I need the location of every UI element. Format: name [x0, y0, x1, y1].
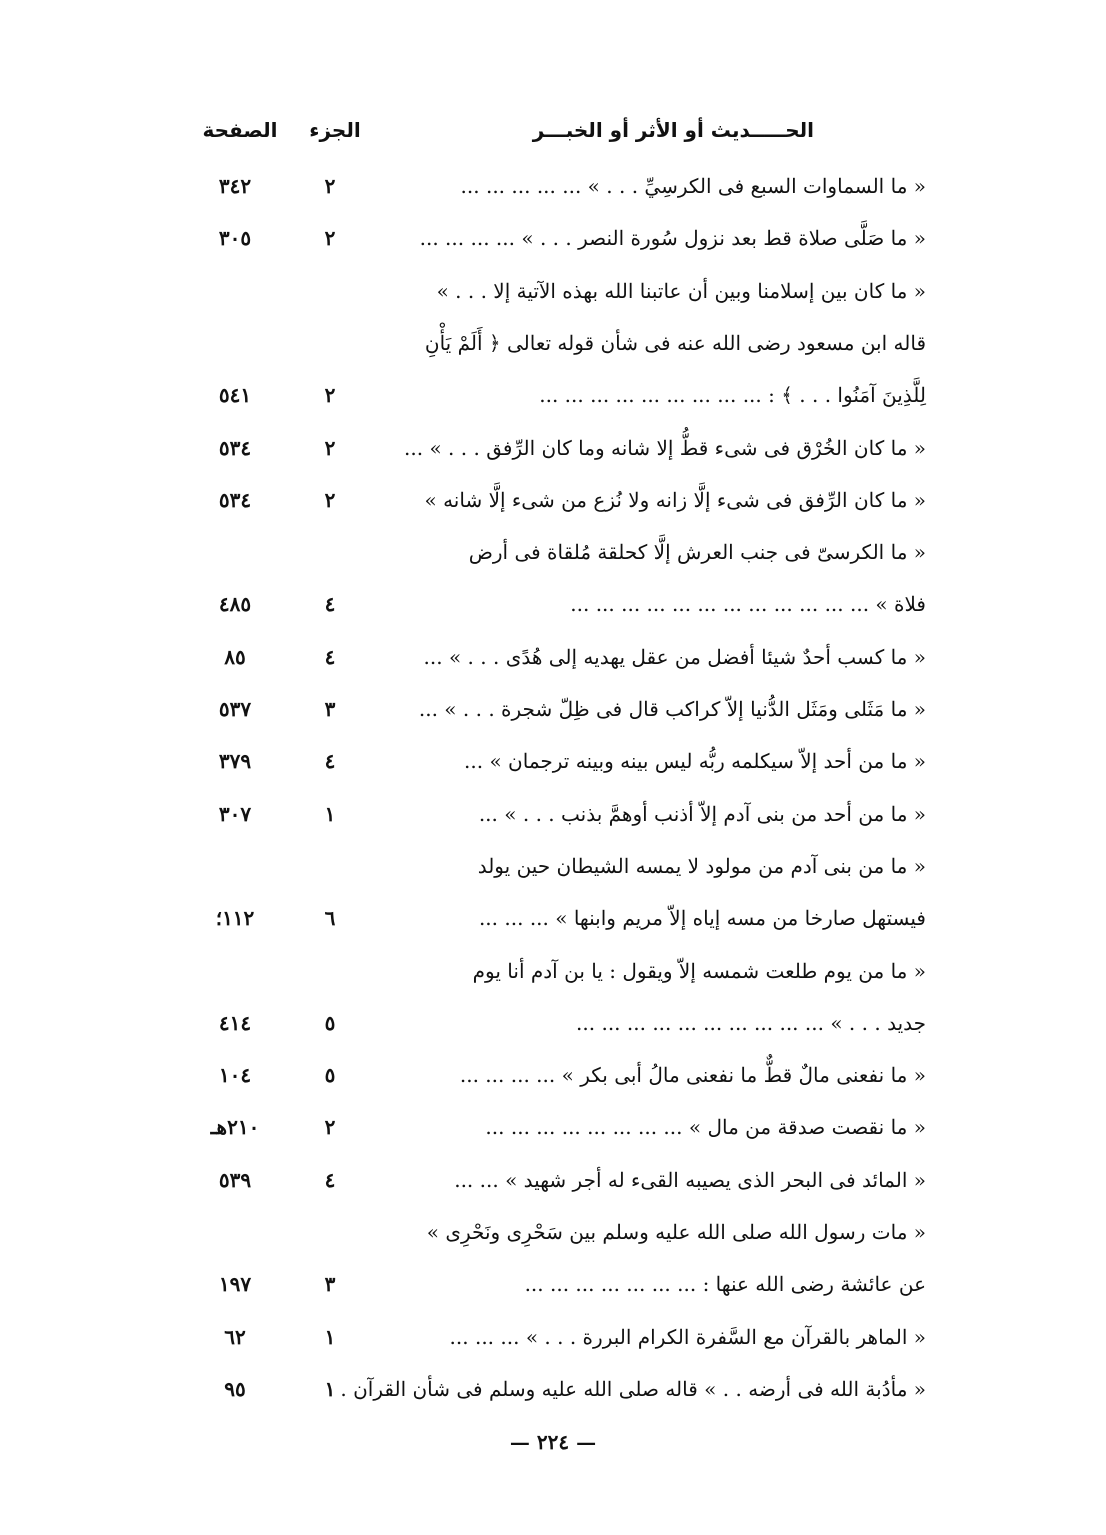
- table-row: [0, 686, 1106, 738]
- entry-text: عن عائشة رضى الله عنها : ... ... ... ... ... ... ...: [524, 1272, 926, 1297]
- table-row: [0, 1052, 1106, 1104]
- table-row: [0, 895, 1106, 947]
- entry-part: ٢: [324, 435, 336, 460]
- table-row: [0, 791, 1106, 843]
- entry-part: ١: [324, 1324, 336, 1349]
- entry-text: « ما الكرسىّ فى جنب العرش إلَّا كحلقة مُلقاة فى أرض: [468, 540, 926, 565]
- entry-part: ٤: [324, 1167, 336, 1192]
- table-row: [0, 1000, 1106, 1052]
- table-row: [0, 215, 1106, 267]
- entry-text: « ما السماوات السبع فى الكرسِيِّ . . . » ... ... ... ... ...: [460, 174, 926, 198]
- entry-part: ٦: [324, 906, 336, 931]
- entry-text: « مات رسول الله صلى الله عليه وسلم بين سَحْرِى ونَحْرِى »: [426, 1220, 926, 1244]
- entry-text: « ما من أحد من بنى آدم إلاّ أذنب أوهمَّ بذنب . . . » ...: [478, 801, 926, 826]
- entry-page: ٣٤٢: [218, 174, 252, 198]
- entry-part: ٥: [324, 1063, 336, 1088]
- entry-text: « ما نقصت صدقة من مال » ... ... ... ... ... ... ... ...: [485, 1115, 926, 1140]
- table-row: [0, 1104, 1106, 1156]
- table-row: [0, 738, 1106, 790]
- entry-page: ٤٨٥: [218, 592, 252, 617]
- entry-text: فيستهل صارخا من مسه إياه إلاّ مريم وابنها » ... ... ...: [478, 906, 926, 931]
- entry-text: « الماهر بالقرآن مع السَّفرة الكرام البررة . . . » ... ... ...: [449, 1324, 926, 1349]
- entry-part: ٣: [324, 697, 336, 721]
- entry-part: ٢: [324, 174, 336, 198]
- entry-page: ٥٣٧: [218, 697, 252, 721]
- entry-page: ٦٢: [224, 1324, 246, 1349]
- entry-part: ١: [324, 1376, 336, 1401]
- table-row: [0, 1366, 1106, 1418]
- table-row: [0, 477, 1106, 529]
- entry-part: ٣: [324, 1272, 336, 1297]
- header-text-column: الحـــــديث أو الأثر أو الخبـــر: [532, 118, 814, 142]
- entry-part: ٤: [324, 644, 336, 669]
- table-header: [0, 112, 1106, 160]
- entry-text: « ما كسب أحدٌ شيئا أفضل من عقل يهديه إلى هُدًى . . . » ...: [423, 644, 926, 669]
- entry-part: ٢: [324, 226, 336, 251]
- entry-text: « المائد فى البحر الذى يصيبه القىء له أجر شهيد » ... ...: [454, 1167, 926, 1192]
- entry-page: ٥٣٤: [218, 435, 252, 460]
- table-row: [0, 268, 1106, 320]
- table-row: [0, 372, 1106, 424]
- entry-page: ٥٣٩: [218, 1167, 252, 1192]
- entry-text: قاله ابن مسعود رضى الله عنه فى شأن قوله تعالى ﴿ أَلَمْ يَأْنِ: [424, 330, 926, 355]
- entry-page: ٣٠٧: [218, 801, 252, 826]
- table-row: [0, 634, 1106, 686]
- entry-part: ٥: [324, 1010, 336, 1035]
- header-part-column: الجزء: [309, 118, 361, 142]
- table-row: [0, 1157, 1106, 1209]
- entry-part: ٢: [324, 1115, 336, 1140]
- entry-page: ٣٧٩: [218, 749, 252, 774]
- entry-text: « ما صَلَّى صلاة قط بعد نزول سُورة النصر . . . » ... ... ... ...: [419, 226, 926, 251]
- table-row: [0, 425, 1106, 477]
- entry-text: « ما كان الرِّفق فى شىء إلَّا زانه ولا نُزع من شىء إلَّا شانه »: [424, 487, 926, 512]
- entry-part: ٤: [324, 592, 336, 617]
- entry-page: ٢١٠هـ: [210, 1115, 260, 1140]
- table-row: [0, 1261, 1106, 1313]
- entry-page: ١٩٧: [218, 1272, 252, 1297]
- table-row: [0, 948, 1106, 1000]
- entry-page: ٨٥: [224, 644, 246, 669]
- table-row: [0, 1209, 1106, 1261]
- table-row: [0, 163, 1106, 215]
- entry-text: « ما كان بين إسلامنا وبين أن عاتبنا الله بهذه الآتية إلا . . . »: [436, 278, 926, 303]
- entry-part: ٢: [324, 383, 336, 408]
- entry-page: ٤١٤: [218, 1010, 252, 1035]
- entry-page: ٥٤١: [218, 383, 252, 408]
- entry-text: لِلَّذِينَ آمَنُوا . . . ﴾ : ... ... ... ... ... ... ... ... ...: [539, 383, 926, 408]
- header-page-column: الصفحة: [202, 118, 278, 142]
- entry-text: « ما مَثَلى ومَثَل الدُّنيا إلاّ كراكب قال فى ظِلّ شجرة . . . » ...: [418, 697, 926, 721]
- entry-text: « مأدُبة الله فى أرضه . . » قاله صلى الله عليه وسلم فى شأن القرآن .: [340, 1376, 926, 1401]
- entry-text: « ما من أحد إلاّ سيكلمه ربُّه ليس بينه وبينه ترجمان » ...: [464, 749, 926, 774]
- entry-part: ٤: [324, 749, 336, 774]
- table-row: [0, 843, 1106, 895]
- entry-part: ١: [324, 801, 336, 826]
- table-row: [0, 320, 1106, 372]
- page-number: — ٢٢٤ —: [509, 1430, 597, 1454]
- entry-text: « ما من يوم طلعت شمسه إلاّ ويقول : يا بن آدم أنا يوم: [472, 958, 926, 983]
- table-row: [0, 1314, 1106, 1366]
- entry-text: « ما نفعنى مالٌ قطٌّ ما نفعنى مالُ أبى بكر » ... ... ... ...: [459, 1063, 926, 1088]
- entry-page: ١١٢؛: [215, 906, 255, 931]
- entry-text: فلاة » ... ... ... ... ... ... ... ... ... ... ... ...: [570, 592, 926, 617]
- entry-text: جديد . . . » ... ... ... ... ... ... ... ... ... ...: [576, 1010, 926, 1035]
- table-row: [0, 529, 1106, 581]
- entry-part: ٢: [324, 487, 336, 512]
- entry-page: ٩٥: [224, 1376, 246, 1401]
- table-row: [0, 581, 1106, 633]
- entry-text: « ما كان الخُرْق فى شىء قطُّ إلا شانه وما كان الرِّفق . . . » ...: [404, 435, 926, 460]
- entry-text: « ما من بنى آدم من مولود لا يمسه الشيطان حين يولد: [477, 853, 926, 878]
- entry-page: ١٠٤: [218, 1063, 252, 1088]
- entry-page: ٣٠٥: [218, 226, 252, 251]
- entry-page: ٥٣٤: [218, 487, 252, 512]
